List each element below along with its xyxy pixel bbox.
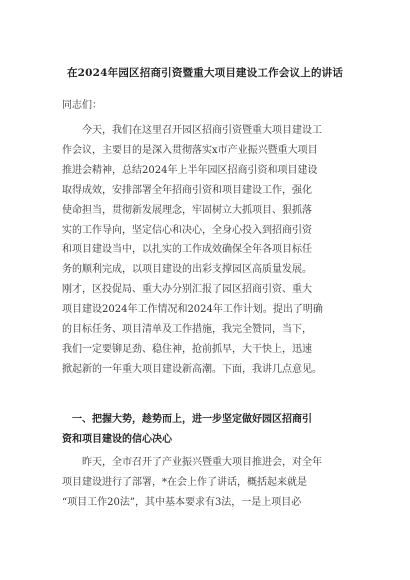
heading-line: 一、把握大势，趁势而上，进一步坚定做好园区招商引 <box>72 414 312 425</box>
paragraph-line: 务的顺利完成，以项目建设的出彩支撑园区高质量发展。 <box>62 264 312 276</box>
salutation: 同志们： <box>62 100 102 111</box>
heading-line: 资和项目建设的信心决心 <box>62 434 172 445</box>
paragraph-line: 项目建设2024年工作情况和2024年工作计划。提出了明确 <box>62 304 323 316</box>
paragraph-line: 和项目建设当中，以扎实的工作成效确保全年各项目标任 <box>62 244 312 256</box>
paragraph-line: 作会议，主要目的是深入贯彻落实x市产业振兴暨重大项目 <box>62 144 318 156</box>
paragraph-opening <box>62 121 354 380</box>
paragraph-line: 使命担当，贯彻新发展理念，牢固树立大抓项目、狠抓落 <box>62 204 312 216</box>
paragraph-line: 的目标任务、项目清单及工作措施，我完全赞同，当下， <box>62 324 312 336</box>
paragraph-section-1 <box>62 453 354 513</box>
paragraph-line: 今天，我们在这里召开园区招商引资暨重大项目建设工 <box>82 125 322 136</box>
paragraph-line: “项目工作20法”，其中基本要求有3法，一是上项目必 <box>62 496 302 508</box>
document-title: 在2024年园区招商引资暨重大项目建设工作会议上的讲话 <box>66 67 344 79</box>
paragraph-line: 项目建设进行了部署，*在会上作了讲话，概括起来就是 <box>62 476 307 488</box>
paragraph-line: 推进会精神，总结2024年上半年园区招商引资和项目建设 <box>62 164 318 176</box>
section-heading-1 <box>62 410 354 450</box>
paragraph-line: 取得成效，安排部署全年招商引资和项目建设工作，强化 <box>62 184 312 196</box>
paragraph-line: 刚才，区投促局、重大办分别汇报了园区招商引资、重大 <box>62 284 312 296</box>
paragraph-line: 掀起新的一年重大项目建设新高潮。下面，我讲几点意见。 <box>62 363 322 375</box>
paragraph-line: 我们一定要铆足劲、稳住神，抢前抓早，大干快上，迅速 <box>62 343 312 355</box>
paragraph-line: 昨天，全市召开了产业振兴暨重大项目推进会，对全年 <box>82 457 322 468</box>
paragraph-line: 实的工作导向，坚定信心和决心，全身心投入到招商引资 <box>62 224 312 236</box>
